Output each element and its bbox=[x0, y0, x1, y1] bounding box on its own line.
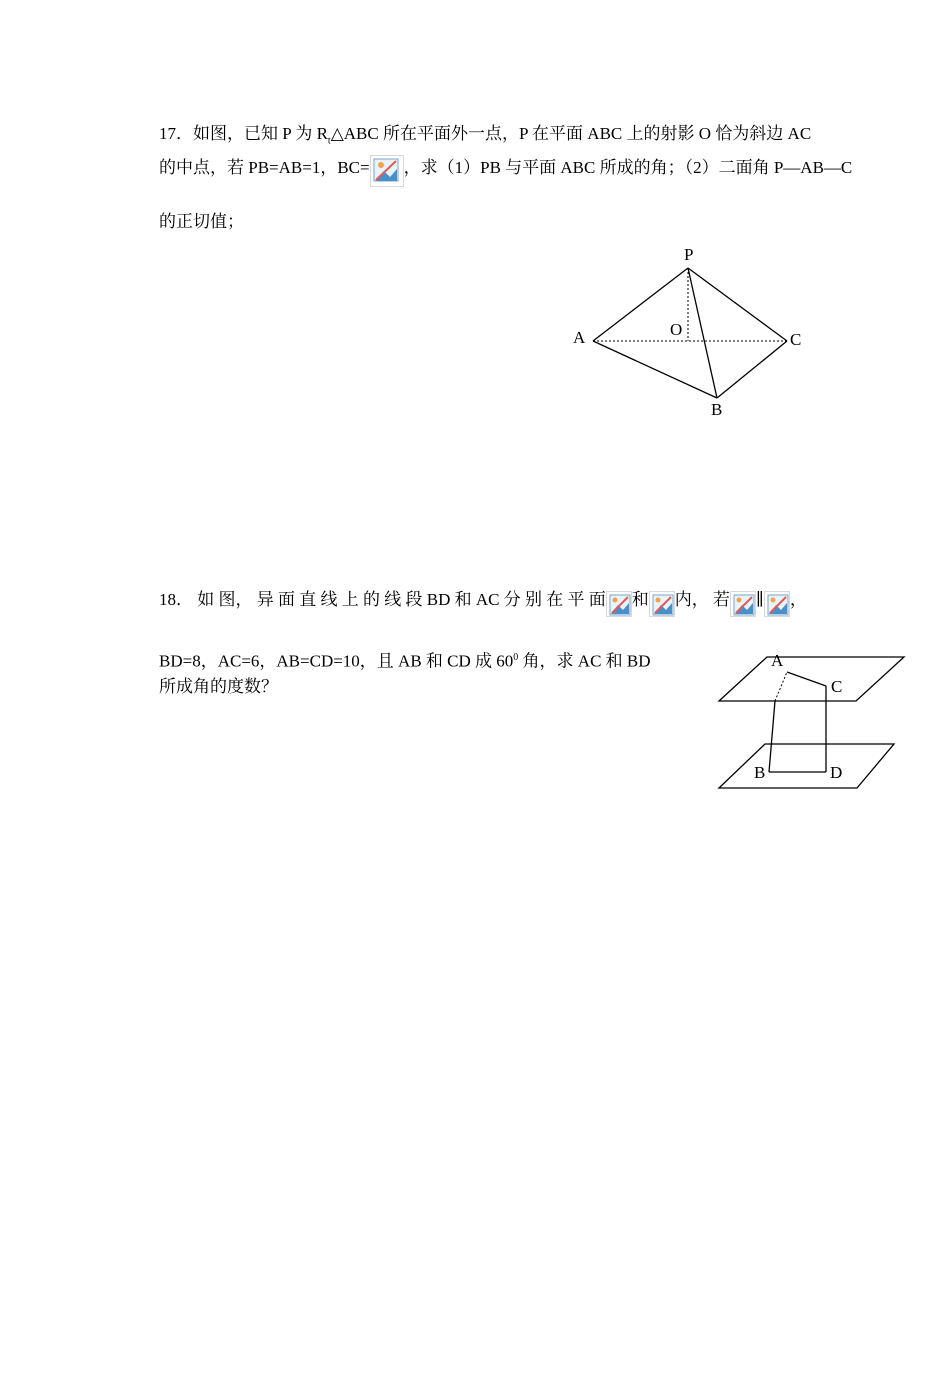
label-b: B bbox=[754, 763, 766, 782]
p18-parallel-symbol: ∥ bbox=[755, 590, 764, 609]
label-d: D bbox=[830, 763, 843, 782]
segment-ac bbox=[787, 672, 826, 686]
label-c: C bbox=[831, 677, 843, 696]
p17-text-2b: ，求（1）PB 与平面 ABC 所成的角；（2）二面角 P—AB—C bbox=[403, 158, 853, 177]
p17-text-2a: 的中点，若 PB=AB=1，BC= bbox=[159, 158, 370, 177]
p18-text-1b: 和 bbox=[631, 590, 649, 609]
p18-text-1a: 18． 如 图， 异 面 直 线 上 的 线 段 BD 和 AC 分 别 在 平 面 bbox=[159, 590, 606, 609]
p17-text-1-rest: △ABC 所在平面外一点，P 在平面 ABC 上的射影 O 恰为斜边 AC bbox=[330, 124, 812, 143]
plane-lower bbox=[719, 744, 894, 788]
label-p: P bbox=[684, 245, 694, 264]
segment-ab-lower bbox=[769, 701, 775, 772]
p17-text-1: 17．如图，已知 P 为 R bbox=[159, 124, 328, 143]
label-c: C bbox=[790, 330, 802, 349]
p18-text-2a: BD=8，AC=6，AB=CD=10，且 AB 和 CD 成 60 bbox=[159, 651, 514, 671]
p18-text-2b: 角，求 AC 和 BD bbox=[518, 651, 651, 671]
p17-subscript: t bbox=[327, 135, 331, 147]
p18-text-1c: 内， 若 bbox=[674, 590, 730, 609]
p18-text-1e: ， bbox=[789, 590, 807, 609]
label-a: A bbox=[771, 651, 784, 670]
label-b: B bbox=[711, 400, 723, 419]
p17-text-3: 的正切值； bbox=[159, 212, 244, 231]
p18-text-3: 所成角的度数？ bbox=[159, 677, 278, 696]
plane-upper bbox=[719, 657, 904, 701]
p18-degree-superscript: 0 bbox=[513, 652, 519, 663]
segment-ab-hidden bbox=[775, 672, 787, 701]
label-a: A bbox=[573, 328, 586, 347]
label-o: O bbox=[670, 320, 683, 339]
